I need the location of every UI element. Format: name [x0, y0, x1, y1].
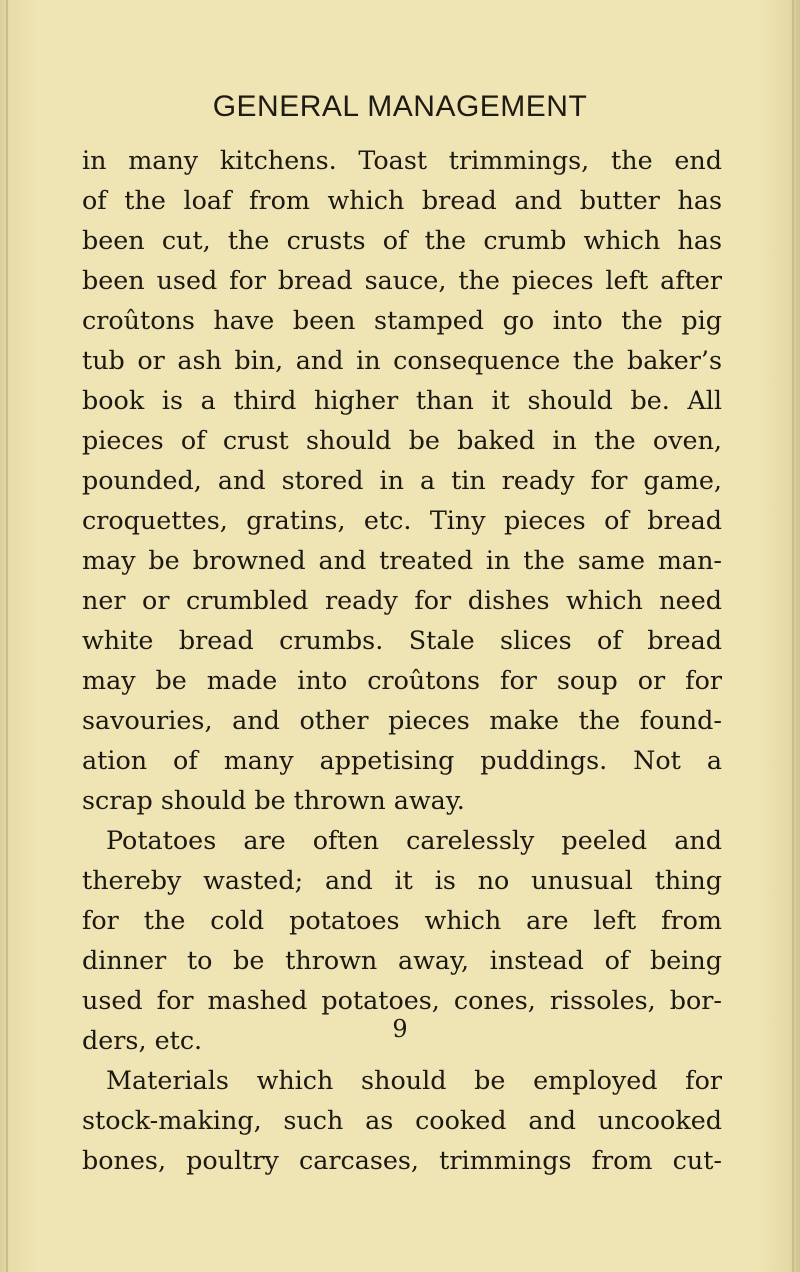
text-line: in many kitchens. Toast trimmings, the end	[82, 145, 722, 175]
text-line: croquettes, gratins, etc. Tiny pieces of bread	[82, 505, 722, 535]
text-line: savouries, and other pieces make the found-	[82, 705, 722, 735]
text-line: white bread crumbs. Stale slices of bread	[82, 625, 722, 655]
page-edge-right	[792, 0, 794, 1272]
page-number: 9	[392, 1015, 408, 1043]
text-line: may be browned and treated in the same man-	[82, 545, 722, 575]
text-line: ner or crumbled ready for dishes which need	[82, 585, 722, 615]
text-line: Materials which should be employed for	[106, 1065, 722, 1095]
page-edge-left	[6, 0, 8, 1272]
text-line: croûtons have been stamped go into the pig	[82, 305, 722, 335]
text-line: tub or ash bin, and in consequence the baker’s	[82, 345, 722, 375]
text-line: of the loaf from which bread and butter has	[82, 185, 722, 215]
text-line: ation of many appetising puddings. Not a	[82, 745, 722, 775]
text-line: thereby wasted; and it is no unusual thing	[82, 865, 722, 895]
text-line: stock-making, such as cooked and uncooked	[82, 1105, 722, 1135]
running-head: GENERAL MANAGEMENT	[212, 90, 588, 123]
text-line: may be made into croûtons for soup or for	[82, 665, 722, 695]
text-line: been used for bread sauce, the pieces left after	[82, 265, 722, 295]
text-line: used for mashed potatoes, cones, rissoles, bor-	[82, 985, 722, 1015]
text-line: book is a third higher than it should be. All	[82, 385, 722, 415]
text-line: for the cold potatoes which are left from	[82, 905, 722, 935]
text-line: dinner to be thrown away, instead of being	[82, 945, 722, 975]
text-line: Potatoes are often carelessly peeled and	[106, 825, 722, 855]
text-line: bones, poultry carcases, trimmings from cut-	[82, 1145, 722, 1175]
text-line: pieces of crust should be baked in the oven,	[82, 425, 722, 455]
text-line: ders, etc.	[82, 1025, 203, 1055]
text-line: scrap should be thrown away.	[82, 785, 465, 815]
text-line: been cut, the crusts of the crumb which has	[82, 225, 722, 255]
text-line: pounded, and stored in a tin ready for game,	[82, 465, 722, 495]
